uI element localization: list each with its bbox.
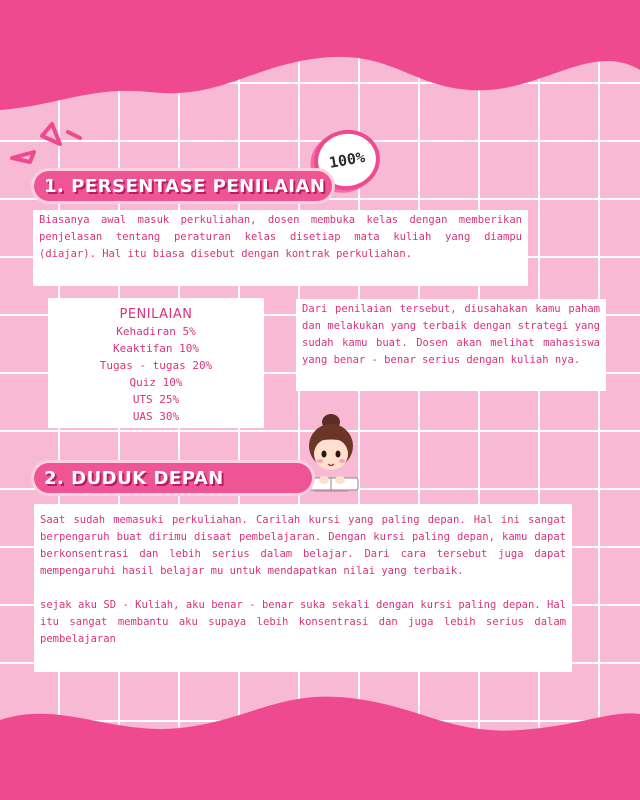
penilaian-card <box>48 298 264 428</box>
penilaian-title: PENILAIAN <box>119 307 193 322</box>
badge-text: 100% <box>327 148 367 172</box>
penilaian-item: UAS 30% <box>132 410 180 423</box>
penilaian-item: Keaktifan 10% <box>112 342 200 355</box>
section-1-title: 1. PERSENTASE PENILAIAN <box>44 175 326 197</box>
intro-text: Biasanya awal masuk perkuliahan, dosen membuka kelas dengan memberikan penjelasan tentang peraturan kelas disetiap mata kuliah yang diampu (diajar). Hal itu biasa disebut dengan kontrak perkuliahan. <box>39 214 522 260</box>
bottom-wave-decoration <box>0 680 640 800</box>
penilaian-item: UTS 25% <box>132 393 180 406</box>
duduk-depan-text-card <box>34 504 572 672</box>
section-1-heading <box>34 171 332 201</box>
penilaian-item: Tugas - tugas 20% <box>99 359 213 372</box>
sparkle-icon <box>8 118 98 178</box>
top-wave-decoration <box>0 0 640 130</box>
duduk-paragraph-2: sejak aku SD - Kuliah, aku benar - benar suka sekali dengan kursi paling depan. Hal itu sangat membantu aku supaya lebih konsentrasi dan juga lebih serius dalam pembelajaran <box>40 599 566 645</box>
duduk-paragraph-1: Saat sudah memasuki perkuliahan. Carilah kursi yang paling depan. Hal ini sangat berpengaruh buat dirimu disaat pembelajaran. Dengan kursi paling depan, kamu dapat berkonsentrasi dan lebih serius dalam belajar. Dari cara tersebut juga dapat mempengaruhi hasil belajar mu untuk mendapatkan nilai yang terbaik. <box>40 514 566 577</box>
section-2-heading <box>34 463 312 493</box>
section-2-title: 2. DUDUK DEPAN <box>44 467 224 489</box>
note-text: Dari penilaian tersebut, diusahakan kamu paham dan melakukan yang terbaik dengan strategi yang sudah kamu buat. Dosen akan melihat mahasiswa yang benar - benar serius dengan kuliah nya. <box>302 303 600 366</box>
penilaian-item: Quiz 10% <box>129 376 183 389</box>
intro-text-card <box>33 210 528 286</box>
note-text-card <box>296 299 606 391</box>
penilaian-item: Kehadiran 5% <box>116 325 196 338</box>
